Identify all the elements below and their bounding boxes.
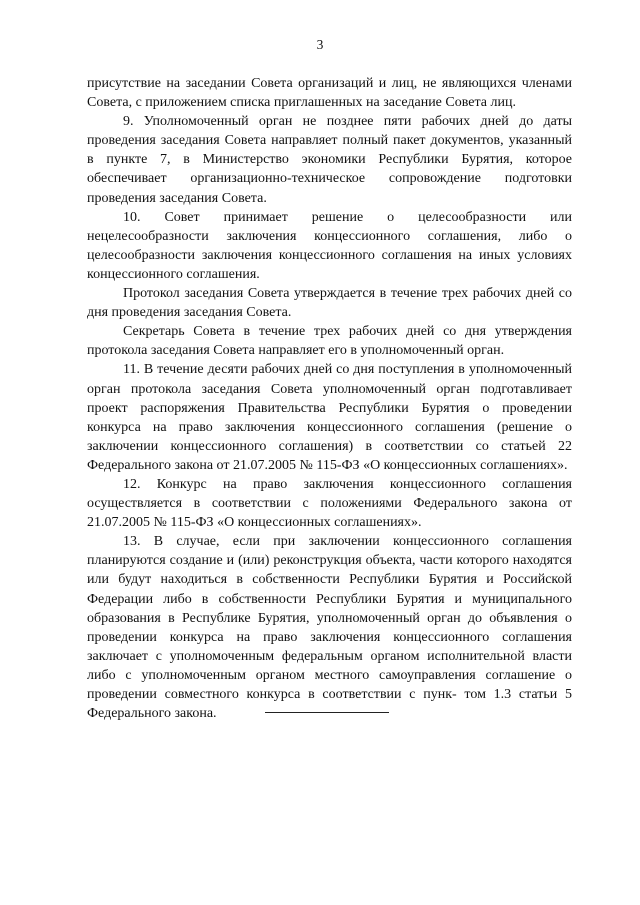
paragraph-item-10: 10. Совет принимает решение о целесообразности или нецелесообразности заключения концессионного соглашения, либо о целесообразности заключения концессионного соглашения на иных условиях концессионного соглашения. xyxy=(87,209,572,282)
document-body xyxy=(87,74,572,723)
paragraph-item-13: 13. В случае, если при заключении концессионного соглашения планируются создание и (или) реконструкция объекта, части которого находятся или будут находиться в собственности Республики Бурятия и Российской Федерации либо в собственности Республики Бурятия и муниципального образования в Республике Бурятия, уполномоченный орган до объявления о проведении конкурса на право заключения концессионного соглашения заключает с уполномоченным федеральным органом исполнительной власти либо с уполномоченным органом местного самоуправления соглашение о проведении совместного конкурса в соответствии с пунк- том 1.3 статьи 5 Федерального закона. xyxy=(87,534,572,722)
paragraph-secretary: Секретарь Совета в течение трех рабочих дней со дня утверждения протокола заседания Совета направляет его в уполномоченный орган. xyxy=(87,324,572,359)
end-divider xyxy=(265,712,389,713)
paragraph-item-12: 12. Конкурс на право заключения концессионного соглашения осуществляется в соответствии с положениями Федерального закона от 21.07.2005 № 115-ФЗ «О концессионных соглашениях». xyxy=(87,476,572,531)
page-number: 3 xyxy=(316,37,324,52)
paragraph-item-9: 9. Уполномоченный орган не позднее пяти рабочих дней до даты проведения заседания Совета направляет полный пакет документов, указанный в пункте 7, в Министерство экономики Республики Бурятия, которое обеспечивает организационно-техническое сопровождение подготовки проведения заседания Совета. xyxy=(87,114,572,206)
paragraph-continuation: присутствие на заседании Совета организаций и лиц, не являющихся членами Совета, с приложением списка приглашенных на заседание Совета лиц. xyxy=(87,76,572,111)
paragraph-item-11: 11. В течение десяти рабочих дней со дня поступления в уполномоченный орган протокола заседания Совета уполномоченный орган подготавливает проект распоряжения Правительства Республики Бурятия о проведении конкурса на право заключения концессионного соглашения (решение о заключении концессионного соглашения) в соответствии со статьей 22 Федерального закона от 21.07.2005 № 115-ФЗ «О концессионных соглашениях». xyxy=(87,362,572,473)
paragraph-protocol-approval: Протокол заседания Совета утверждается в течение трех рабочих дней со дня проведения заседания Совета. xyxy=(87,286,572,321)
